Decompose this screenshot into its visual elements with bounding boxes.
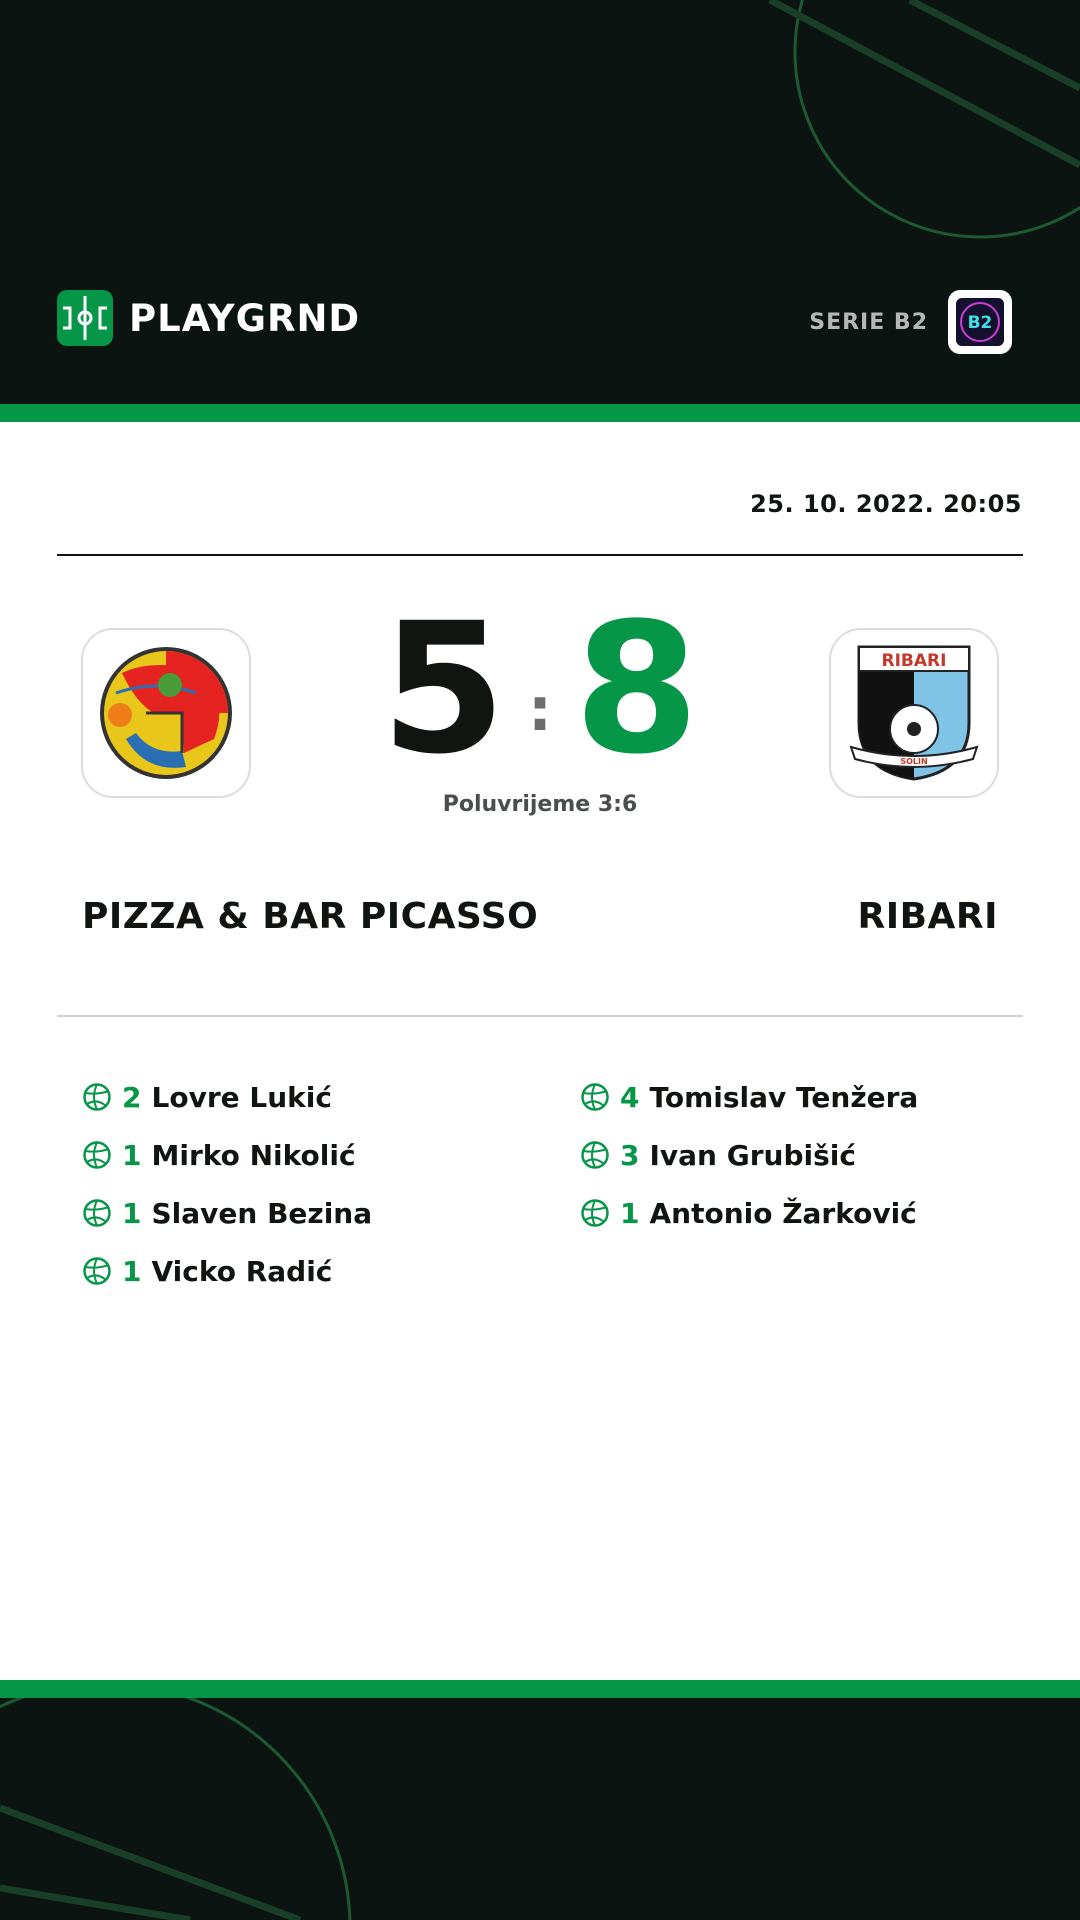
- goal-count: 1: [122, 1254, 142, 1288]
- scorer-item: [580, 1068, 1040, 1126]
- picasso-logo: [96, 643, 236, 783]
- scorer-item: [82, 1068, 542, 1126]
- ball-icon: [580, 1140, 610, 1170]
- scoreboard: [340, 585, 740, 794]
- goal-count: 4: [620, 1080, 640, 1114]
- match-datetime: 25. 10. 2022. 20:05: [750, 490, 1022, 518]
- bottom-accent-stripe: [0, 1680, 1080, 1698]
- league-badge: [948, 290, 1012, 354]
- crest-subtext: SOLIN: [900, 757, 928, 766]
- ribari-logo: [849, 643, 979, 783]
- away-score: 8: [574, 585, 700, 794]
- away-team-name: RIBARI: [857, 896, 998, 937]
- header-banner: [0, 0, 1080, 404]
- ball-icon: [580, 1082, 610, 1112]
- halftime-score: Poluvrijeme 3:6: [442, 792, 638, 817]
- home-scorers-list: [82, 1068, 542, 1300]
- ball-icon: [82, 1082, 112, 1112]
- league-logo: [956, 298, 1004, 346]
- ball-icon: [82, 1198, 112, 1228]
- scorer-item: [82, 1242, 542, 1300]
- scorer-name: Vicko Radić: [151, 1254, 333, 1288]
- home-team-name: PIZZA & BAR PICASSO: [82, 896, 539, 937]
- footer-banner: [0, 1698, 1080, 1920]
- scorer-item: [82, 1126, 542, 1184]
- divider: [57, 1015, 1023, 1017]
- crest-text: RIBARI: [881, 651, 947, 671]
- scorer-name: Mirko Nikolić: [151, 1138, 356, 1172]
- goal-count: 1: [122, 1138, 142, 1172]
- scorer-name: Slaven Bezina: [151, 1196, 373, 1230]
- score-separator: :: [528, 675, 552, 745]
- ball-icon: [82, 1256, 112, 1286]
- scorer-item: [580, 1126, 1040, 1184]
- league[interactable]: [809, 290, 1012, 354]
- away-team-crest: [829, 628, 999, 798]
- scorer-name: Antonio Žarković: [649, 1196, 917, 1230]
- scorer-name: Ivan Grubišić: [649, 1138, 856, 1172]
- ball-icon: [82, 1140, 112, 1170]
- home-team-crest: [81, 628, 251, 798]
- brand[interactable]: [57, 290, 360, 346]
- brand-name: PLAYGRND: [129, 296, 361, 340]
- away-scorers-list: [580, 1068, 1040, 1242]
- divider: [57, 554, 1023, 556]
- home-score: 5: [380, 585, 506, 794]
- top-accent-stripe: [0, 404, 1080, 422]
- pitch-icon: [57, 290, 113, 346]
- goal-count: 1: [620, 1196, 640, 1230]
- scorer-name: Lovre Lukić: [151, 1080, 332, 1114]
- scorer-item: [580, 1184, 1040, 1242]
- league-badge-text: B2: [967, 313, 993, 333]
- scorer-item: [82, 1184, 542, 1242]
- scorer-name: Tomislav Tenžera: [649, 1080, 919, 1114]
- ball-icon: [580, 1198, 610, 1228]
- goal-count: 1: [122, 1196, 142, 1230]
- goal-count: 2: [122, 1080, 142, 1114]
- pitch-lines-decoration: [0, 1698, 1080, 1920]
- goal-count: 3: [620, 1138, 640, 1172]
- league-name: SERIE B2: [809, 309, 928, 335]
